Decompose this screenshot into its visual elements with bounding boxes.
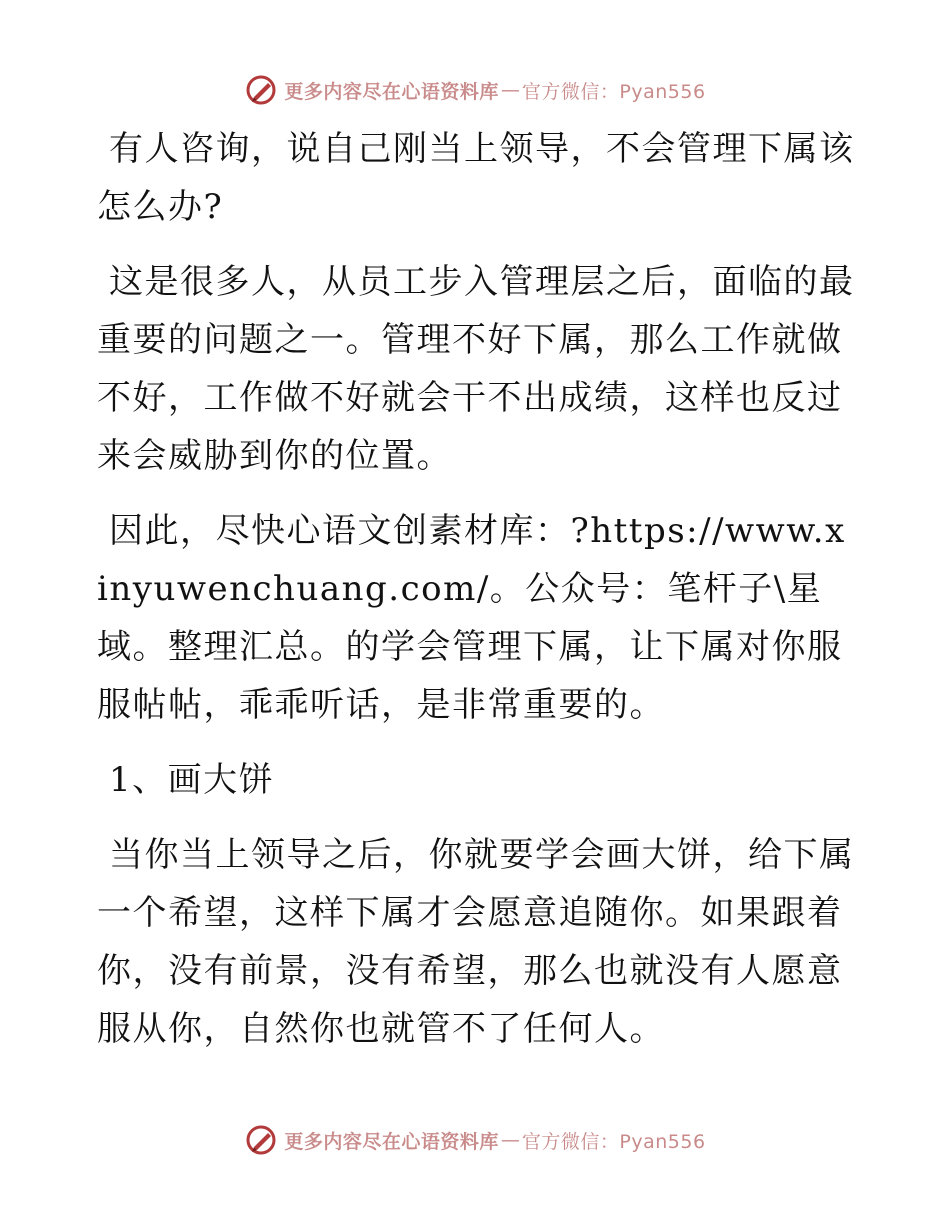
- document-body: [97, 120, 857, 1075]
- paragraph-advice: 当你当上领导之后，你就要学会画大饼，给下属一个希望，这样下属才会愿意追随你。如果跟着你，没有前景，没有希望，那么也就没有人愿意服从你，自然你也就管不了任何人。: [97, 835, 855, 1049]
- pen-logo-icon: [244, 73, 278, 107]
- watermark-wechat: 官方微信：Pyan556: [521, 1130, 706, 1153]
- watermark-wechat: 官方微信：Pyan556: [521, 80, 706, 103]
- footer-watermark: [0, 1120, 950, 1160]
- watermark-dash: —: [500, 79, 520, 101]
- watermark-text: 更多内容尽在心语资料库: [284, 1130, 499, 1153]
- header-watermark: [0, 70, 950, 110]
- paragraph-importance: 这是很多人，从员工步入管理层之后，面临的最重要的问题之一。管理不好下属，那么工作就做不好，工作做不好就会干不出成绩，这样也反过来会威胁到你的位置。: [97, 262, 855, 476]
- section-heading: 1、画大饼: [109, 760, 275, 800]
- watermark-text: 更多内容尽在心语资料库: [284, 80, 499, 103]
- pen-logo-icon: [244, 1123, 278, 1157]
- watermark-dash: —: [500, 1129, 520, 1151]
- paragraph-source: 因此，尽快心语文创素材库：?https://www.xinyuwenchuang.com/。公众号：笔杆子\星域。整理汇总。的学会管理下属，让下属对你服服帖帖，乖乖听话，是非常重要的。: [97, 511, 846, 725]
- paragraph-question: 有人咨询，说自己刚当上领导，不会管理下属该怎么办?: [97, 129, 855, 227]
